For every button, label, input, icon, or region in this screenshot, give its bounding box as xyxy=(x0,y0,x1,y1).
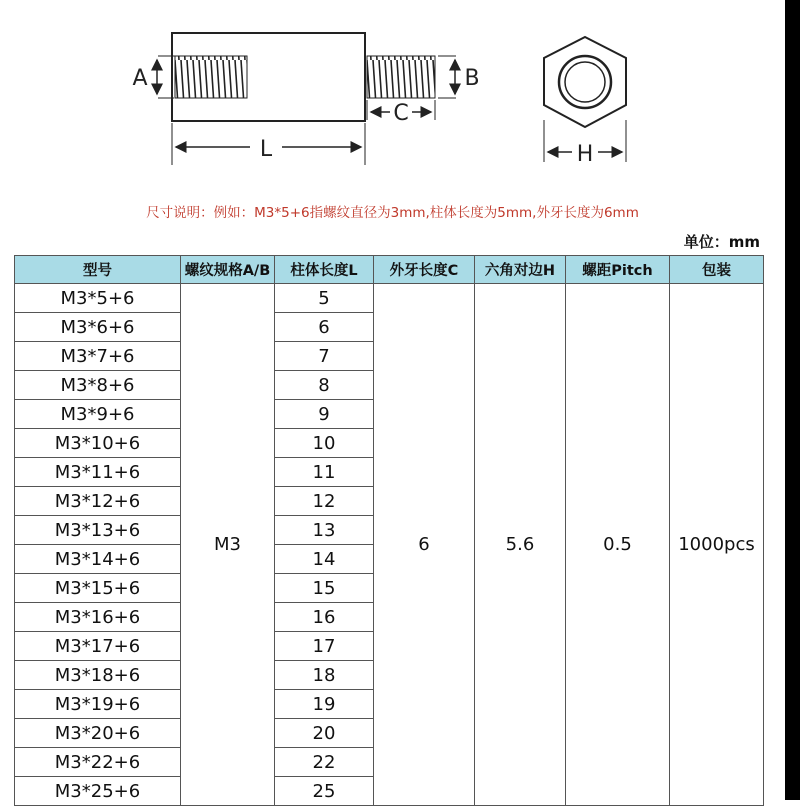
cell-model: M3*7+6 xyxy=(15,342,181,371)
header-pitch: 螺距Pitch xyxy=(566,256,670,284)
header-body-length: 柱体长度L xyxy=(275,256,374,284)
dimension-note: 尺寸说明：例如：M3*5+6指螺纹直径为3mm,柱体长度为5mm,外牙长度为6mm xyxy=(146,205,639,221)
cell-model: M3*25+6 xyxy=(15,777,181,806)
cell-body-length: 20 xyxy=(275,719,374,748)
cell-model: M3*18+6 xyxy=(15,661,181,690)
label-a: A xyxy=(132,66,148,91)
header-thread-spec: 螺纹规格A/B xyxy=(181,256,275,284)
cell-model: M3*22+6 xyxy=(15,748,181,777)
header-external-length: 外牙长度C xyxy=(374,256,475,284)
dimension-c xyxy=(367,100,435,126)
cell-model: M3*5+6 xyxy=(15,284,181,313)
cell-body-length: 8 xyxy=(275,371,374,400)
cell-body-length: 18 xyxy=(275,661,374,690)
cell-body-length: 15 xyxy=(275,574,374,603)
cell-external-length: 6 xyxy=(374,284,475,806)
cell-body-length: 9 xyxy=(275,400,374,429)
label-b: B xyxy=(464,66,480,91)
label-l: L xyxy=(259,137,273,162)
spacer-dimension-diagram xyxy=(0,0,800,180)
cell-body-length: 11 xyxy=(275,458,374,487)
cell-thread-spec: M3 xyxy=(181,284,275,806)
cell-model: M3*20+6 xyxy=(15,719,181,748)
cell-model: M3*6+6 xyxy=(15,313,181,342)
cell-body-length: 10 xyxy=(275,429,374,458)
dimension-a xyxy=(132,56,174,98)
cell-body-length: 5 xyxy=(275,284,374,313)
header-packing: 包装 xyxy=(670,256,764,284)
cell-packing: 1000pcs xyxy=(670,284,764,806)
label-c: C xyxy=(393,101,409,126)
cell-model: M3*11+6 xyxy=(15,458,181,487)
cell-hex-width: 5.6 xyxy=(475,284,566,806)
cell-model: M3*12+6 xyxy=(15,487,181,516)
dimension-b xyxy=(438,56,480,98)
cell-body-length: 25 xyxy=(275,777,374,806)
cell-body-length: 13 xyxy=(275,516,374,545)
unit-label: 单位：mm xyxy=(683,233,760,251)
cell-model: M3*15+6 xyxy=(15,574,181,603)
dimension-l xyxy=(172,123,365,165)
cell-model: M3*14+6 xyxy=(15,545,181,574)
cell-body-length: 6 xyxy=(275,313,374,342)
cell-body-length: 12 xyxy=(275,487,374,516)
cell-body-length: 7 xyxy=(275,342,374,371)
cell-body-length: 22 xyxy=(275,748,374,777)
cell-model: M3*13+6 xyxy=(15,516,181,545)
cell-body-length: 16 xyxy=(275,603,374,632)
cell-body-length: 17 xyxy=(275,632,374,661)
cell-pitch: 0.5 xyxy=(566,284,670,806)
header-model: 型号 xyxy=(15,256,181,284)
cell-model: M3*17+6 xyxy=(15,632,181,661)
cell-model: M3*9+6 xyxy=(15,400,181,429)
cell-model: M3*8+6 xyxy=(15,371,181,400)
cell-model: M3*10+6 xyxy=(15,429,181,458)
spec-table xyxy=(14,255,764,806)
header-row xyxy=(15,256,764,284)
cell-body-length: 19 xyxy=(275,690,374,719)
cell-body-length: 14 xyxy=(275,545,374,574)
hex-end-view xyxy=(544,37,626,167)
cell-model: M3*19+6 xyxy=(15,690,181,719)
cell-model: M3*16+6 xyxy=(15,603,181,632)
label-h: H xyxy=(576,142,594,167)
table-row xyxy=(15,284,764,313)
header-hex-width: 六角对边H xyxy=(475,256,566,284)
